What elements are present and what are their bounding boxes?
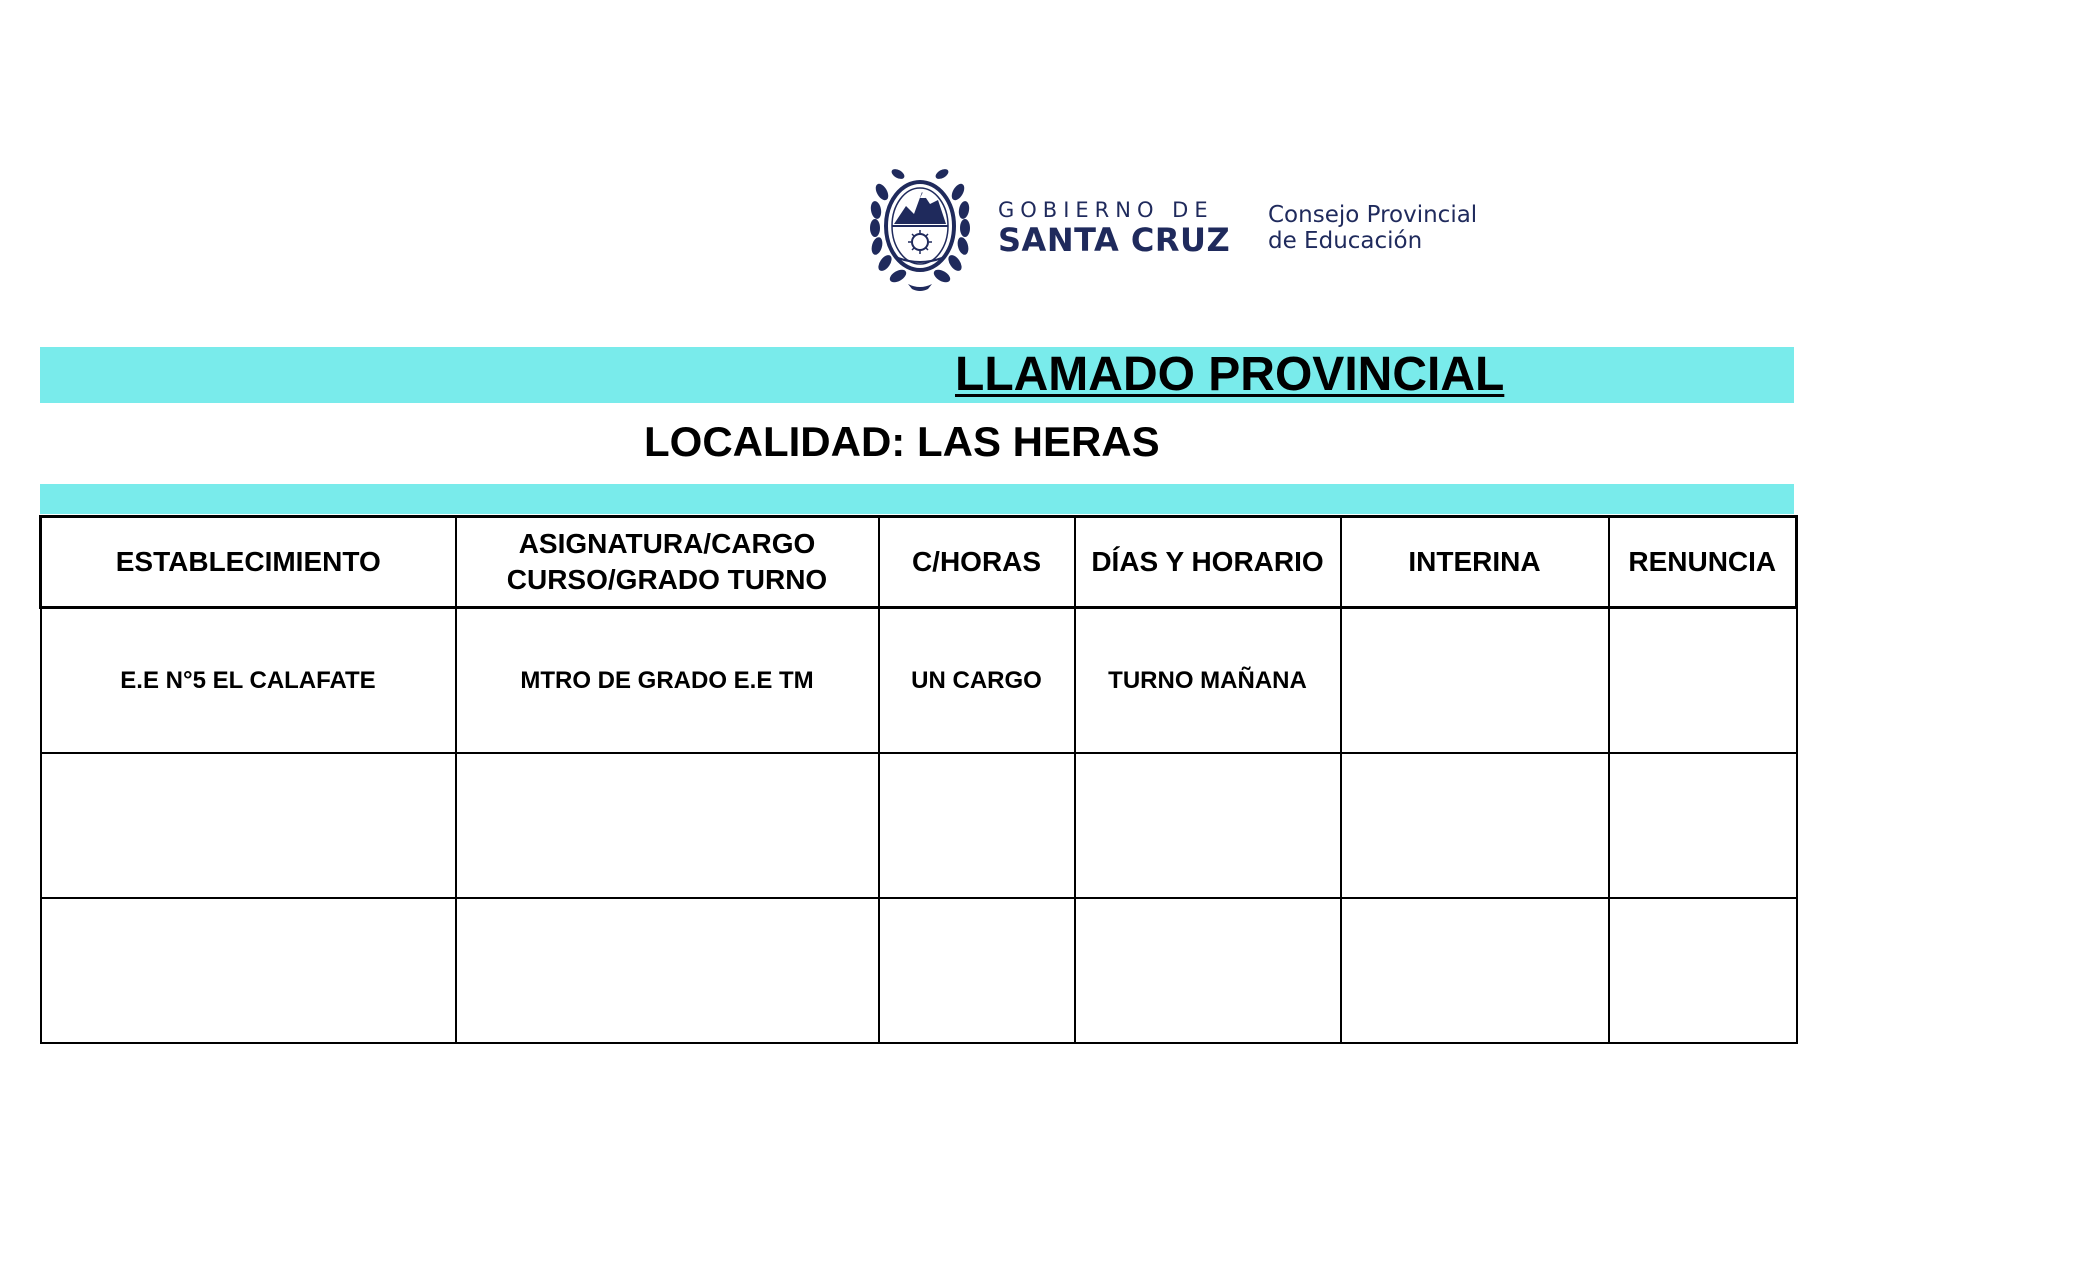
cell-renuncia [1609,608,1797,754]
column-header-asignatura [456,517,879,608]
cell-establecimiento [41,898,456,1043]
cell-interina [1341,753,1609,898]
title-band [40,347,1794,403]
cell-dias-horario [1075,898,1341,1043]
column-header-establecimiento: ESTABLECIMIENTO [41,517,456,608]
gobierno-de-text: GOBIERNO DE [998,198,1214,222]
column-header-interina: INTERINA [1341,517,1609,608]
column-header-asignatura-line1: ASIGNATURA/CARGO [518,528,816,559]
cell-c-horas [879,753,1075,898]
consejo-provincial-wordmark [1268,202,1477,254]
table-header-row [41,517,1797,608]
gobierno-wordmark [998,198,1230,258]
column-header-renuncia: RENUNCIA [1609,517,1797,608]
llamado-table [39,515,1798,1044]
table-row [41,608,1797,754]
cell-renuncia [1609,898,1797,1043]
santa-cruz-seal-icon [868,162,972,292]
cell-dias-horario [1075,753,1341,898]
cell-c-horas: UN CARGO [879,608,1075,754]
cell-asignatura [456,753,879,898]
cell-dias-horario: TURNO MAÑANA [1075,608,1341,754]
page-title: LLAMADO PROVINCIAL [955,348,1505,401]
cell-c-horas [879,898,1075,1043]
table-top-band [40,484,1794,514]
santa-cruz-text: SANTA CRUZ [998,221,1231,259]
consejo-line2: de Educación [1268,228,1423,254]
cell-interina [1341,608,1609,754]
cell-establecimiento: E.E N°5 EL CALAFATE [41,608,456,754]
cell-renuncia [1609,753,1797,898]
column-header-c-horas: C/HORAS [879,517,1075,608]
consejo-line1: Consejo Provincial [1268,202,1478,228]
localidad-heading: LOCALIDAD: LAS HERAS [644,418,1160,465]
table-row [41,898,1797,1043]
cell-interina [1341,898,1609,1043]
header-logo-block [868,162,1508,292]
column-header-asignatura-line2: CURSO/GRADO TURNO [506,564,828,595]
table-row [41,753,1797,898]
cell-asignatura [456,898,879,1043]
cell-asignatura: MTRO DE GRADO E.E TM [456,608,879,754]
column-header-dias-horario: DÍAS Y HORARIO [1075,517,1341,608]
cell-establecimiento [41,753,456,898]
